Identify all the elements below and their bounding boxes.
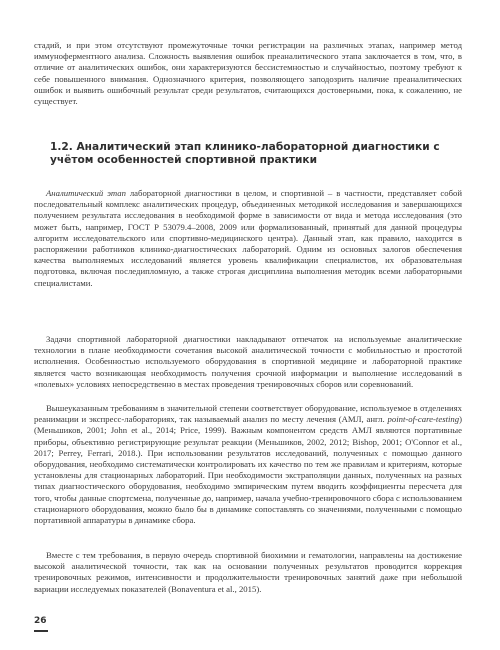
- paragraph-text: стадий, и при этом отсутствуют промежуточные точки регистрации на различных этапах, например метод иммуноферментного анализа. Сложность выявления ошибок преаналитического этапа заключается в том, что, в отличие от аналитических ошибок, они характеризуются бессистемностью и случайностью, поэтому требуют к себе повышенного внимания. Однозначного критерия, позволяющего заподозрить наличие преаналитических ошибок и выявить ошибочный результат среди результатов, считающихся достоверными, пока, к сожалению, не существует.: [34, 40, 462, 107]
- section-heading: 1.2. Аналитический этап клинико-лабораторной диагностики с учётом особенностей спортивной практики: [50, 141, 440, 166]
- paragraph-continued: [34, 40, 462, 107]
- paragraph-text: Вместе с тем требования, в первую очередь спортивной биохимии и гематологии, направлены на достижение высокой аналитической точности, так как на основании полученных результатов проводится коррекция тренировочных режимов, интенсивности и продолжительности тренировочных занятий даже при небольшой вариации исследуемых показателей (Bonaventura et al., 2015).: [34, 550, 462, 594]
- paragraph-analytical-stage: [34, 188, 462, 289]
- page-number: 26: [34, 616, 47, 626]
- paragraph-sports-diagnostics: [34, 334, 462, 390]
- italic-term: point-of-care-testing: [387, 414, 460, 425]
- paragraph-equipment-requirements: [34, 403, 462, 526]
- page-number-underline: [34, 630, 48, 632]
- paragraph-text: Задачи спортивной лабораторной диагностики накладывают отпечаток на используемые аналитические технологии в плане необходимости сочетания высокой аналитической точности с мобильностью и простотой исполнения. Особенностью используемого оборудования в спортивной медицине и лабораторной практике является часто возникающая необходимость получения срочной информации и выполнение исследований в «полевых» условиях непосредственно в местах проведения тренировочных сборов или соревнований.: [34, 334, 462, 389]
- paragraph-text: Вышеуказанным требованиям в значительной степени соответствует оборудование, используемое в отделениях реанимации и экспресс-лабораториях, так называемый анализ по месту лечения (АМЛ, англ.: [34, 403, 462, 425]
- italic-term: Аналитический этап: [46, 188, 126, 198]
- paragraph-text: лабораторной диагностики в целом, и спортивной – в частности, представляет собой последовательный комплекс аналитических процедур, объединенных методикой исследования и завершающихся получением результата исследования в необходимой форме в зависимости от вида и метода исследования (это может быть, например, ГОСТ Р 53079.4–2008, 2009 или формализованный, принятый для данной процедуры алгоритм исследовательского или спортивно-медицинского центра). Данный этап, как правило, находится в распоряжении работников клинико-диагностических лабораторий. Одним из основных залогов обеспечения качества выполняемых исследований является уровень квалификации специалистов, их образовательная подготовка, включая последипломную, а также строгая дисциплина выполнения методик всеми лабораторными специалистами.: [34, 188, 462, 288]
- paragraph-accuracy-requirements: [34, 550, 462, 595]
- paragraph-text: ) (Меньшиков, 2001; John et al., 2014; Price, 1999). Важным компонентом средств АМЛ являются портативные приборы, объективно регистрирующие результат реакции (Меньшиков, 2002, 2012; Bishop, 2001; O'Connor et al., 2017; Perrey, Ferrari, 2018.). При использовании результатов исследований, полученных с помощью данного оборудования, необходимо систематически контролировать их качество по тем же правилам и критериям, которые установлены для стационарных лабораторий. При необходимости экстраполяции данных, полученных на разных типах диагностического оборудования, необходимо эмпирическим путем вводить коэффициенты пересчета для того, чтобы данные спортсмена, полученные до, например, начала учебно-тренировочного сбора с использованием стационарного оборудования, можно было бы в динамике сопоставлять со значениями, полученными с помощью портативной аппаратуры в динамике сбора.: [34, 414, 462, 526]
